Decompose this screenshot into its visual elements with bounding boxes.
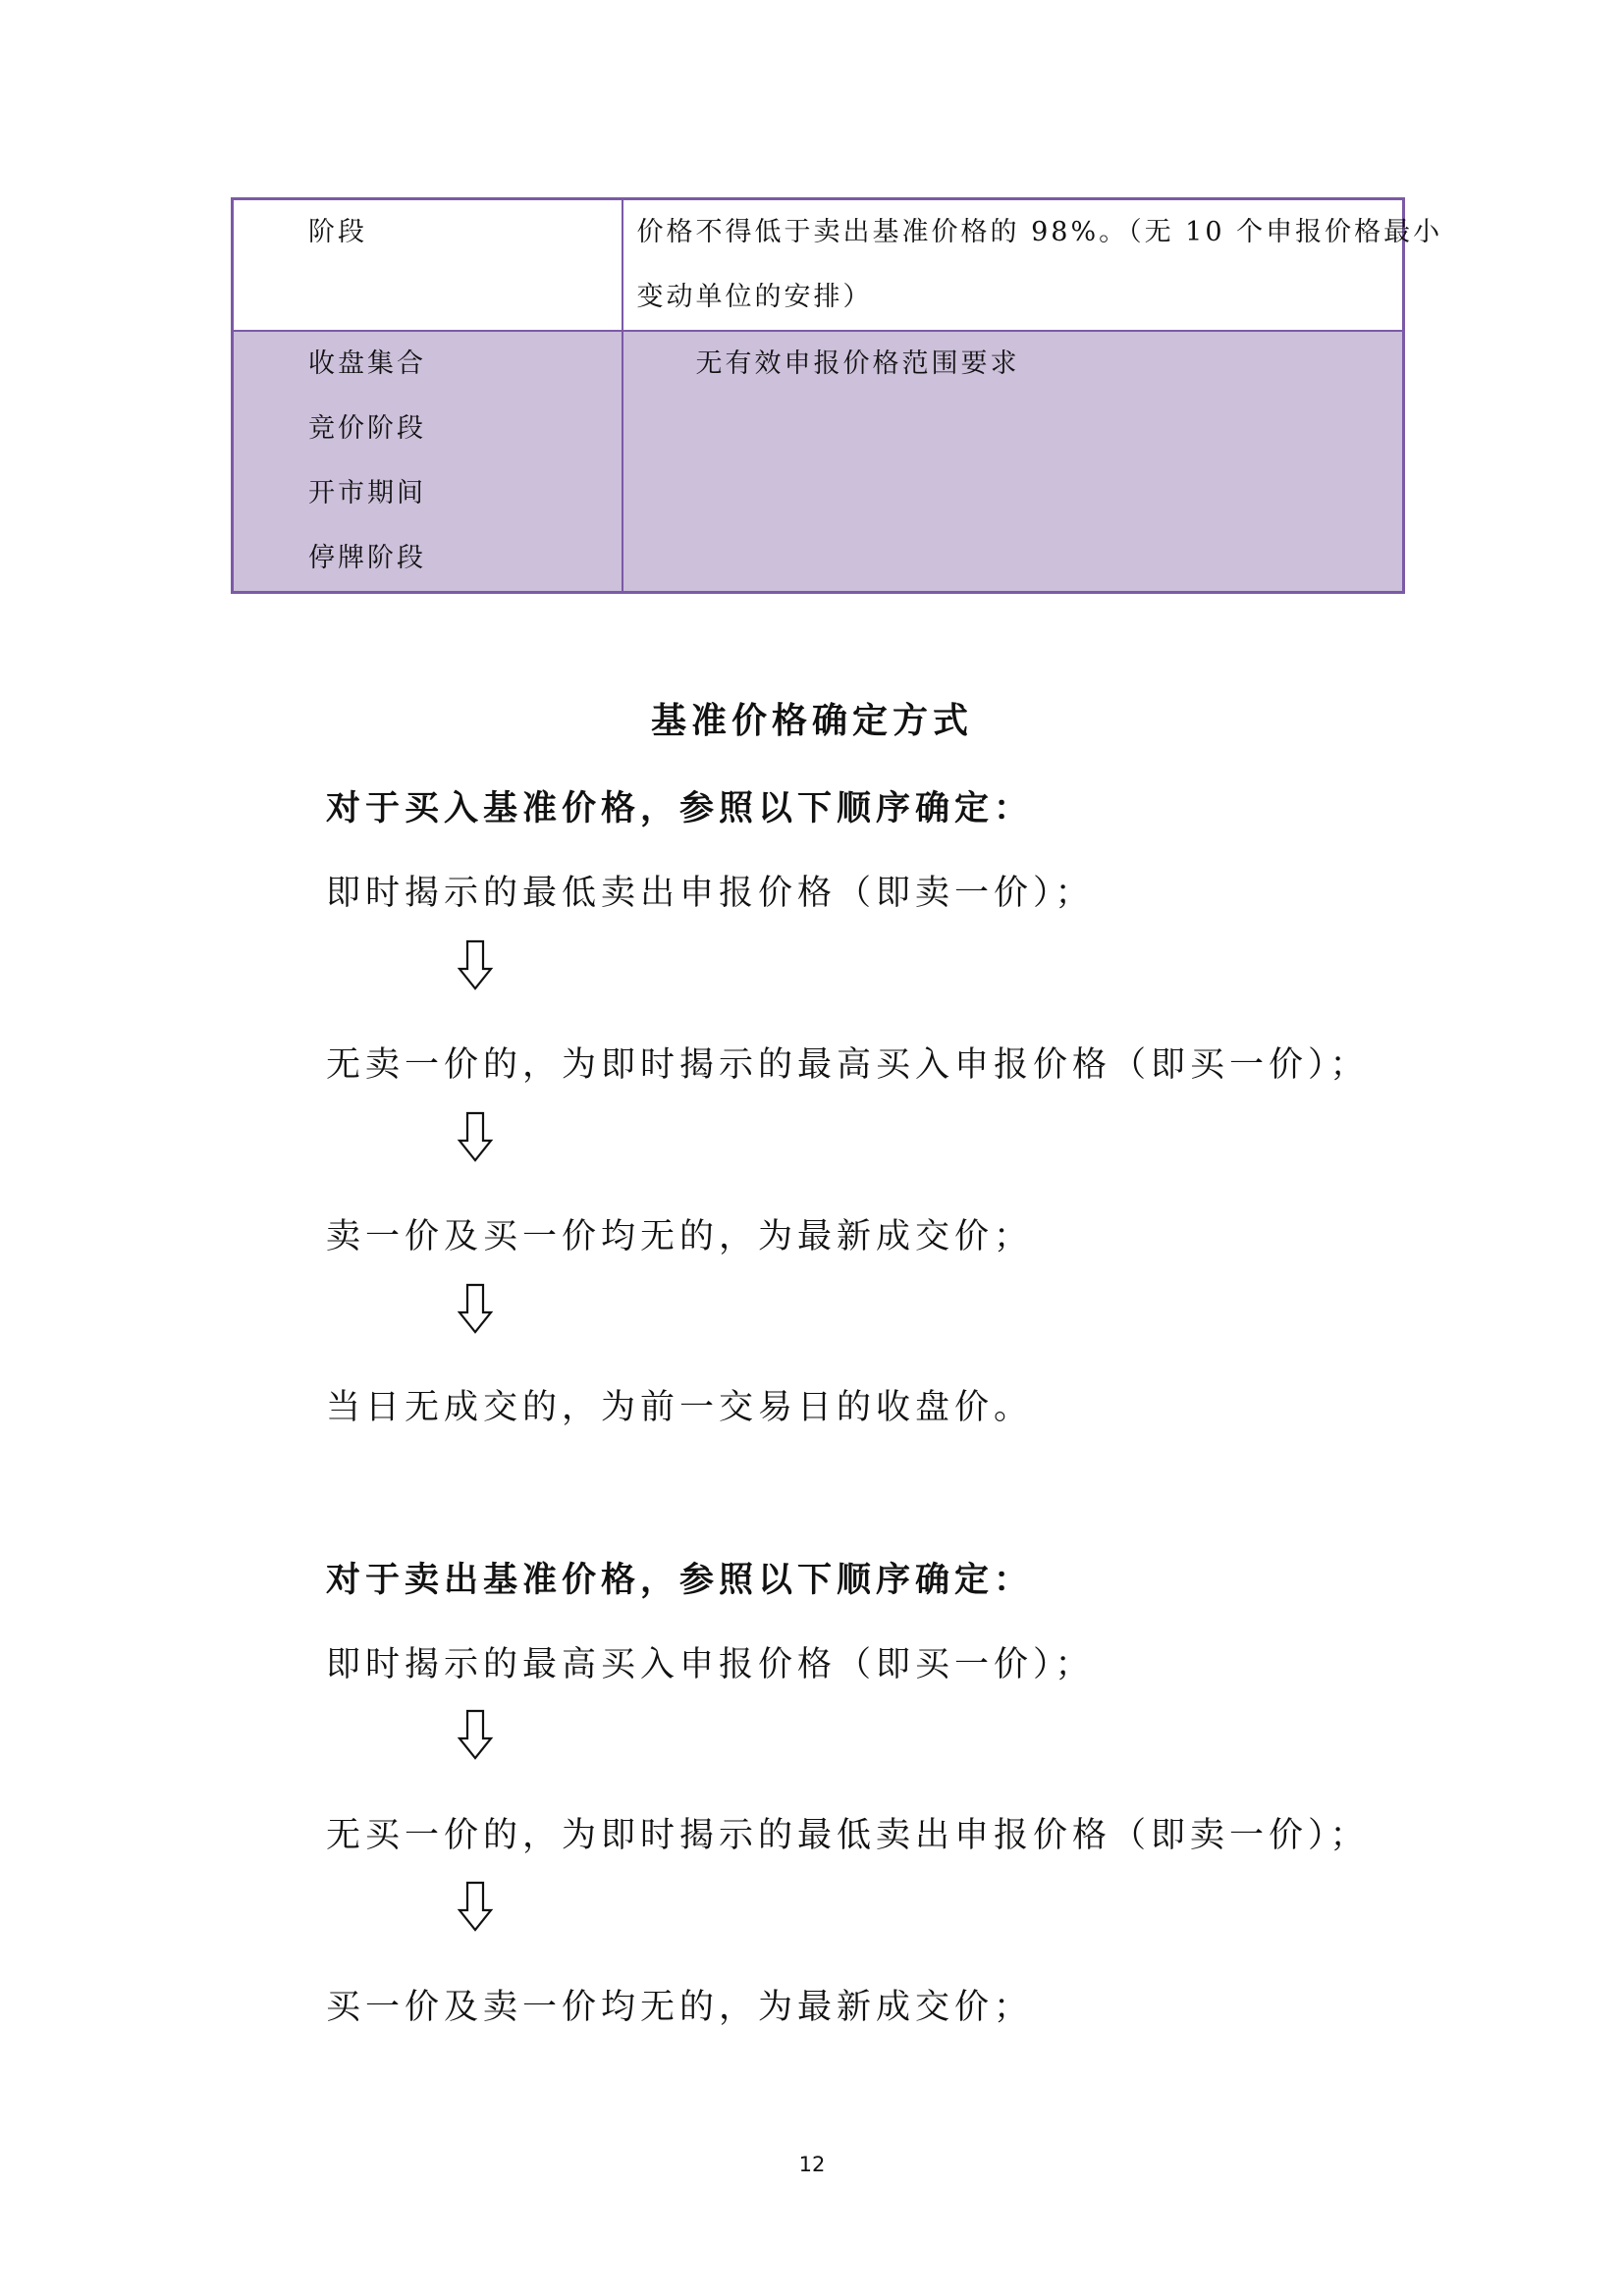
buy-heading: 对于买入基准价格，参照以下顺序确定： xyxy=(326,788,1034,828)
stage-line: 竞价阶段 xyxy=(308,413,426,444)
table-row xyxy=(233,331,1404,593)
down-arrow-icon xyxy=(456,1709,495,1760)
requirement-cell xyxy=(623,199,1443,332)
sell-step-1: 即时揭示的最高买入申报价格（即买一价）； xyxy=(326,1645,1095,1684)
sell-heading: 对于卖出基准价格，参照以下顺序确定： xyxy=(326,1560,1034,1600)
section-title: 基准价格确定方式 xyxy=(650,700,973,741)
buy-step-3: 卖一价及买一价均无的，为最新成交价； xyxy=(326,1217,1034,1256)
buy-step-1: 即时揭示的最低卖出申报价格（即卖一价）； xyxy=(326,874,1095,913)
down-arrow-icon xyxy=(456,1881,495,1932)
buy-step-2: 无卖一价的，为即时揭示的最高买入申报价格（即买一价）； xyxy=(326,1045,1370,1085)
stage-line: 收盘集合 xyxy=(308,348,426,379)
table-row xyxy=(233,199,1404,332)
stage-line: 开市期间 xyxy=(308,478,426,508)
requirement-line: 无有效申报价格范围要求 xyxy=(695,348,1020,379)
requirement-line: 价格不得低于卖出基准价格的 98%。（无 10 个申报价格最小 xyxy=(636,217,1443,247)
down-arrow-icon xyxy=(456,1283,495,1334)
price-range-table xyxy=(231,197,1443,594)
down-arrow-icon xyxy=(456,1111,495,1162)
page-number: 12 xyxy=(798,2153,826,2176)
buy-step-4: 当日无成交的，为前一交易日的收盘价。 xyxy=(326,1388,1034,1427)
stage-line: 停牌阶段 xyxy=(308,543,426,573)
stage-cell xyxy=(233,331,623,593)
sell-step-3: 买一价及卖一价均无的，为最新成交价； xyxy=(326,1988,1034,2027)
requirement-cell xyxy=(623,331,1404,593)
sell-step-2: 无买一价的，为即时揭示的最低卖出申报价格（即卖一价）； xyxy=(326,1816,1370,1855)
down-arrow-icon xyxy=(456,939,495,990)
stage-cell xyxy=(233,199,623,332)
requirement-line: 变动单位的安排） xyxy=(636,282,873,312)
stage-line: 阶段 xyxy=(308,217,367,247)
